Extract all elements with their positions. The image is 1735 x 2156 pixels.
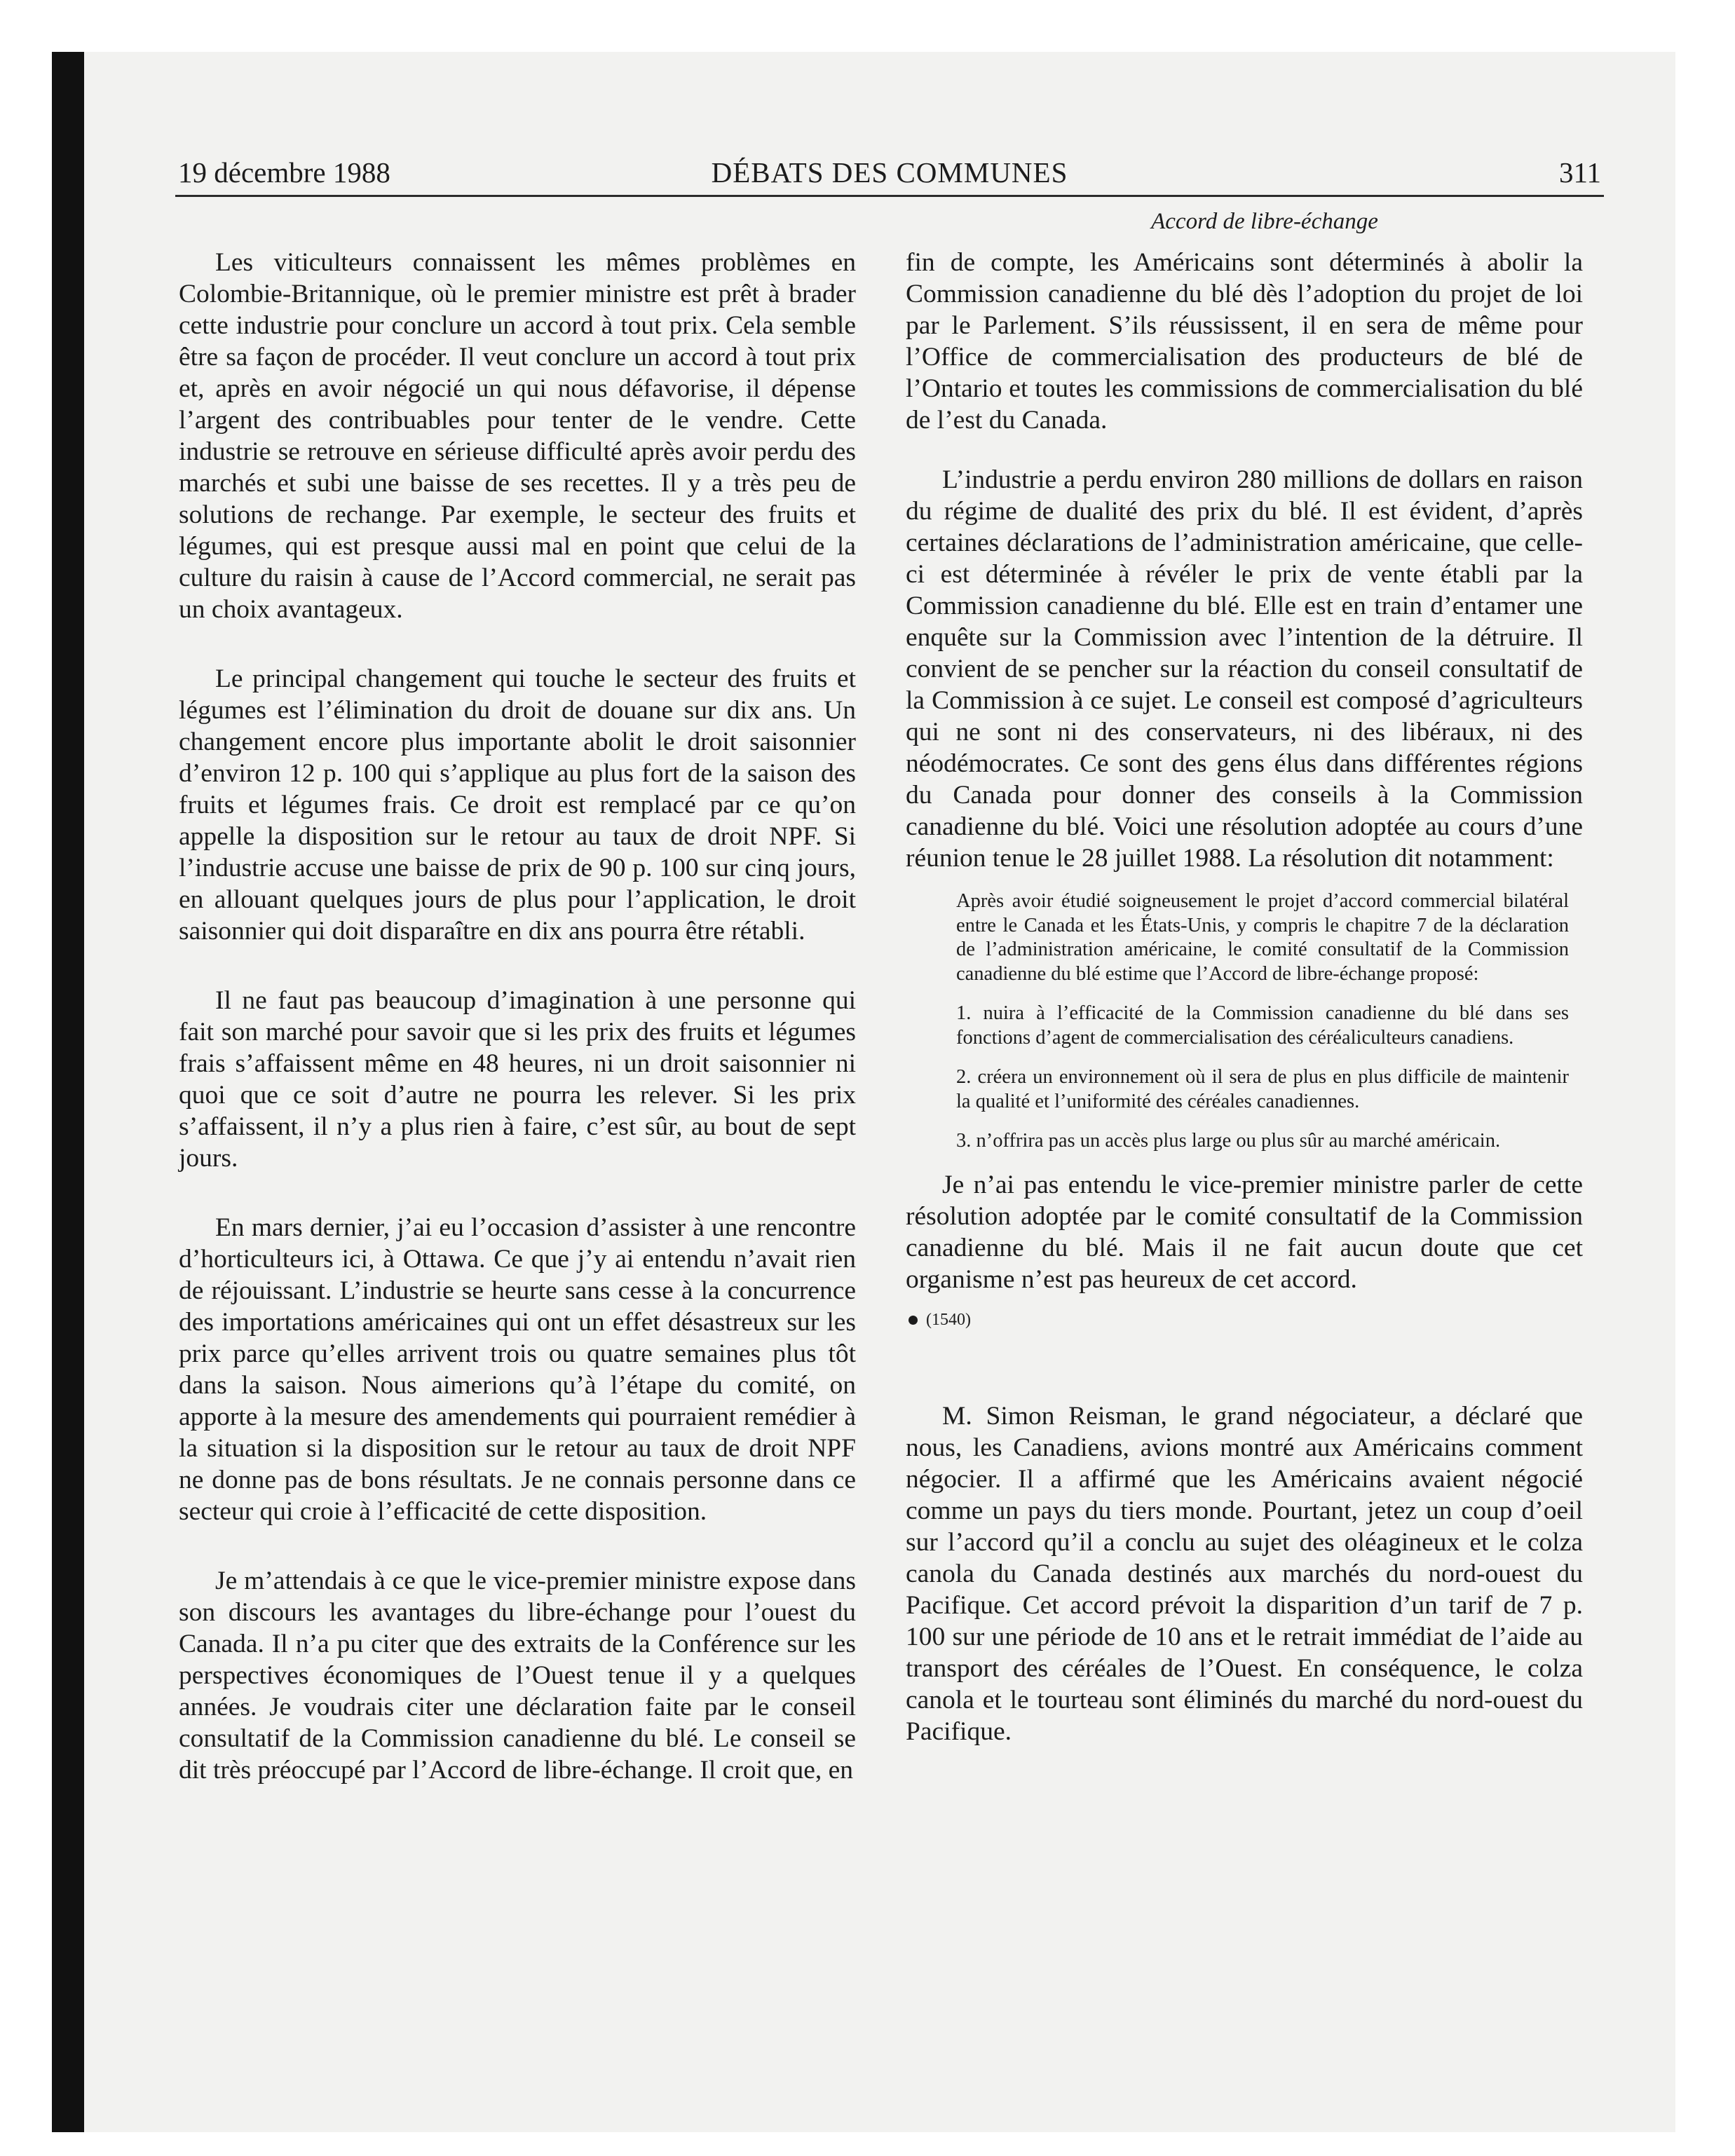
paragraph: Le principal changement qui touche le secteur des fruits et légumes est l’élimination du droit de douane sur dix ans. Un changement encore plus importante abolit le droit saisonnier d’environ 12 p. 100 qui s’applique au plus fort de la saison des fruits et légumes frais. Ce droit est remplacé par ce qu’on appelle la disposition sur le retour au taux de droit NPF. Si l’industrie accuse une baisse de prix de 90 p. 100 sur cinq jours, en allouant quelques jours de plus pour l’application, le droit saisonnier qui doit disparaître en dix ans pourra être rétabli. xyxy=(179,664,856,946)
quote-paragraph: Après avoir étudié soigneusement le projet d’accord commercial bilatéral entre le Canada et les États-Unis, y compris le chapitre 7 de la déclaration de l’administration américaine, le comité consultatif de la Commission canadienne du blé estime que l’Accord de libre-échange proposé: xyxy=(956,890,1569,985)
header-journal-title: DÉBATS DES COMMUNES xyxy=(711,156,1068,189)
header-date: 19 décembre 1988 xyxy=(178,156,390,189)
timestamp-text: (1540) xyxy=(926,1310,971,1329)
left-column xyxy=(179,247,856,1824)
binding-edge xyxy=(52,52,84,2132)
timestamp xyxy=(909,1309,1583,1330)
paragraph: En mars dernier, j’ai eu l’occasion d’assister à une rencontre d’horticulteurs ici, à Ottawa. Ce que j’y ai entendu n’avait rien de réjouissant. L’industrie se heurte sans cesse à la concurrence des importations américaines qui ont un effet désastreux sur les prix parce qu’elles arrivent trois ou quatre semaines plus tôt dans la saison. Nous aimerions qu’à l’étape du comité, on apporte à la mesure des amendements qui pourraient remédier à la situation si la disposition sur le retour au taux de droit NPF ne donne pas de bons résultats. Je ne connais personne dans ce secteur qui croie à l’efficacité de cette disposition. xyxy=(179,1213,856,1526)
section-title: Accord de libre-échange xyxy=(1151,209,1378,234)
right-column xyxy=(906,247,1583,1785)
page-number: 311 xyxy=(1559,156,1601,189)
quote-item: 2. créera un environnement où il sera de plus en plus difficile de maintenir la qualité et l’uniformité des céréales canadiennes. xyxy=(956,1066,1569,1112)
paragraph: Je m’attendais à ce que le vice-premier ministre expose dans son discours les avantages du libre-échange pour l’ouest du Canada. Il n’a pu citer que des extraits de la Conférence sur les perspectives économiques de l’Ouest tenue il y a quelques années. Je voudrais citer une déclaration faite par le conseil consultatif de la Commission canadienne du blé. Le conseil se dit très préoccupé par l’Accord de libre-échange. Il croit que, en xyxy=(179,1567,856,1785)
paragraph: L’industrie a perdu environ 280 millions de dollars en raison du régime de dualité des prix du blé. Il est évident, d’après certaines déclarations de l’administration américaine, que celle-ci est déterminée à révéler le prix de vente établi par la Commission canadienne du blé. Elle est en train d’entamer une enquête sur la Commission avec l’intention de la détruire. Il convient de se pencher sur la réaction du conseil consultatif de la Commission à ce sujet. Le conseil est composé d’agriculteurs qui ne sont ni des conservateurs, ni des libéraux, ni des néodémocrates. Ce sont des gens élus dans différentes régions du Canada pour donner des conseils à la Commission canadienne du blé. Voici une résolution adoptée au cours d’une réunion tenue le 28 juillet 1988. La résolution dit notamment: xyxy=(906,465,1583,873)
quote-item: 1. nuira à l’efficacité de la Commission canadienne du blé dans ses fonctions d’agent de commercialisation des céréaliculteurs canadiens. xyxy=(956,1002,1569,1049)
paragraph: M. Simon Reisman, le grand négociateur, a déclaré que nous, les Canadiens, avions montré aux Américains comment négocier. Il a affirmé que les Américains avaient négocié comme un pays du tiers monde. Pourtant, jetez un coup d’oeil sur l’accord qu’il a conclu au sujet des oléagineux et le colza canola du Canada destinés aux marchés du nord-ouest du Pacifique. Cet accord prévoit la disparition d’un tarif de 7 p. 100 sur une période de 10 ans et le retrait immédiat de l’aide au transport des céréales de l’Ouest. En conséquence, le colza canola et le tourteau sont éliminés du marché du nord-ouest du Pacifique. xyxy=(906,1401,1583,1746)
paragraph: Il ne faut pas beaucoup d’imagination à une personne qui fait son marché pour savoir que si les prix des fruits et légumes frais s’affaissent même en 48 heures, ni un droit saisonnier ni quoi que ce soit d’autre ne pourra les relever. Si les prix s’affaissent, il n’y a plus rien à faire, c’est sûr, au bout de sept jours. xyxy=(179,986,856,1173)
paragraph: Les viticulteurs connaissent les mêmes problèmes en Colombie-Britannique, où le premier ministre est prêt à brader cette industrie pour conclure un accord à tout prix. Cela semble être sa façon de procéder. Il veut conclure un accord à tout prix et, après en avoir négocié un qui nous défavorise, il dépense l’argent des contribuables pour tenter de le vendre. Cette industrie se retrouve en sérieuse difficulté après avoir perdu des marchés et subi une baisse de ses recettes. Il y a très peu de solutions de rechange. Par exemple, le secteur des fruits et légumes, qui est presque aussi mal en point que celui de la culture du raisin à cause de l’Accord commercial, ne serait pas un choix avantageux. xyxy=(179,248,856,624)
running-head xyxy=(175,153,1604,197)
paragraph: Je n’ai pas entendu le vice-premier ministre parler de cette résolution adoptée par le comité consultatif de la Commission canadienne du blé. Mais il ne fait aucun doute que cet organisme n’est pas heureux de cet accord. xyxy=(906,1170,1583,1294)
paragraph: fin de compte, les Américains sont déterminés à abolir la Commission canadienne du blé dès l’adoption du projet de loi par le Parlement. S’ils réussissent, il en sera de même pour l’Office de commercialisation des producteurs de blé de l’Ontario et toutes les commissions de commercialisation du blé de l’est du Canada. xyxy=(906,248,1583,435)
bullet-icon xyxy=(909,1316,918,1325)
resolution-quote xyxy=(956,889,1569,1154)
quote-item: 3. n’offrira pas un accès plus large ou plus sûr au marché américain. xyxy=(956,1130,1501,1152)
